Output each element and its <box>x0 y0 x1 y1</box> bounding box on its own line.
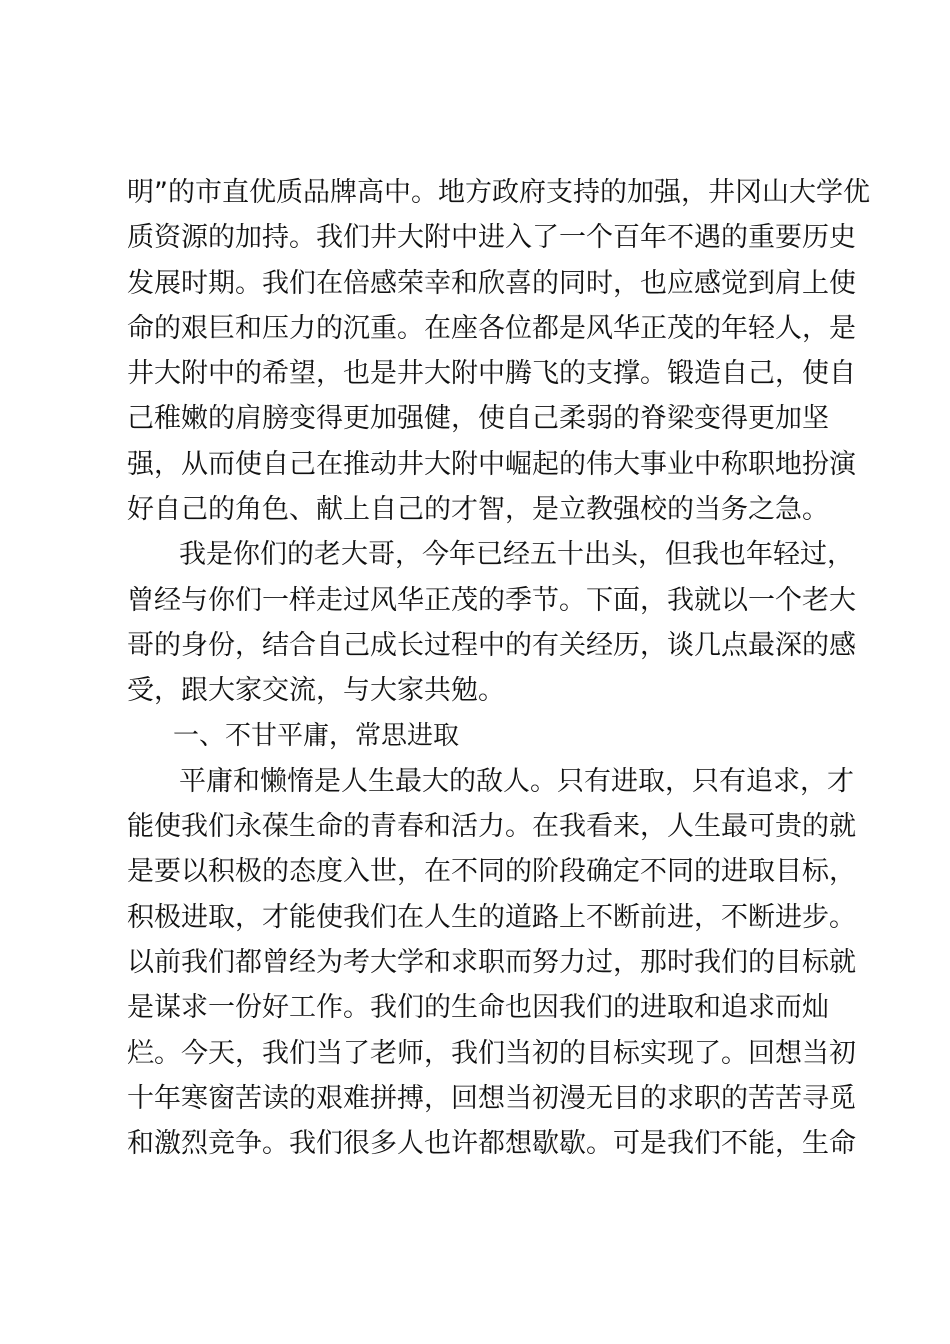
text-line: 井大附中的希望，也是井大附中腾飞的支撑。锻造自己，使自 <box>127 358 856 390</box>
text-line: 受，跟大家交流，与大家共勉。 <box>127 675 505 707</box>
document-body <box>127 170 870 1167</box>
text-line: 是要以积极的态度入世，在不同的阶段确定不同的进取目标， <box>127 856 856 888</box>
text-line: 平庸和懒惰是人生最大的敌人。只有进取，只有追求，才 <box>179 765 854 797</box>
text-line: 发展时期。我们在倍感荣幸和欣喜的同时，也应感觉到肩上使 <box>127 267 856 299</box>
text-line: 曾经与你们一样走过风华正茂的季节。下面，我就以一个老大 <box>127 584 856 616</box>
text-line: 己稚嫩的肩膀变得更加强健，使自己柔弱的脊梁变得更加坚 <box>127 403 829 435</box>
paragraph-section-one <box>127 759 856 1167</box>
section-heading-text: 一、不甘平庸，常思进取 <box>173 720 460 751</box>
text-line: 积极进取，才能使我们在人生的道路上不断前进，不断进步。 <box>127 901 856 933</box>
text-line: 好自己的角色、献上自己的才智，是立教强校的当务之急。 <box>127 494 829 526</box>
text-line: 烂。今天，我们当了老师，我们当初的目标实现了。回想当初 <box>127 1037 856 1069</box>
text-line: 哥的身份，结合自己成长过程中的有关经历，谈几点最深的感 <box>127 629 856 661</box>
text-line: 质资源的加持。我们井大附中进入了一个百年不遇的重要历史 <box>127 222 856 254</box>
paragraph-continuation <box>127 170 870 532</box>
text-line: 十年寒窗苦读的艰难拼搏，回想当初漫无目的求职的苦苦寻觅 <box>127 1082 856 1114</box>
text-line: 命的艰巨和压力的沉重。在座各位都是风华正茂的年轻人，是 <box>127 312 856 344</box>
text-line: 能使我们永葆生命的青春和活力。在我看来，人生最可贵的就 <box>127 811 856 843</box>
text-line: 是谋求一份好工作。我们的生命也因我们的进取和追求而灿 <box>127 992 829 1024</box>
paragraph-introduction <box>127 532 856 713</box>
text-line: 和激烈竞争。我们很多人也许都想歇歇。可是我们不能，生命 <box>127 1128 856 1160</box>
text-line: 明”的市直优质品牌高中。地方政府支持的加强，井冈山大学优 <box>127 177 870 208</box>
text-line: 强，从而使自己在推动井大附中崛起的伟大事业中称职地扮演 <box>127 448 856 480</box>
section-heading <box>127 714 827 759</box>
text-line: 以前我们都曾经为考大学和求职而努力过，那时我们的目标就 <box>127 947 856 979</box>
text-line: 我是你们的老大哥，今年已经五十出头，但我也年轻过， <box>179 539 854 571</box>
